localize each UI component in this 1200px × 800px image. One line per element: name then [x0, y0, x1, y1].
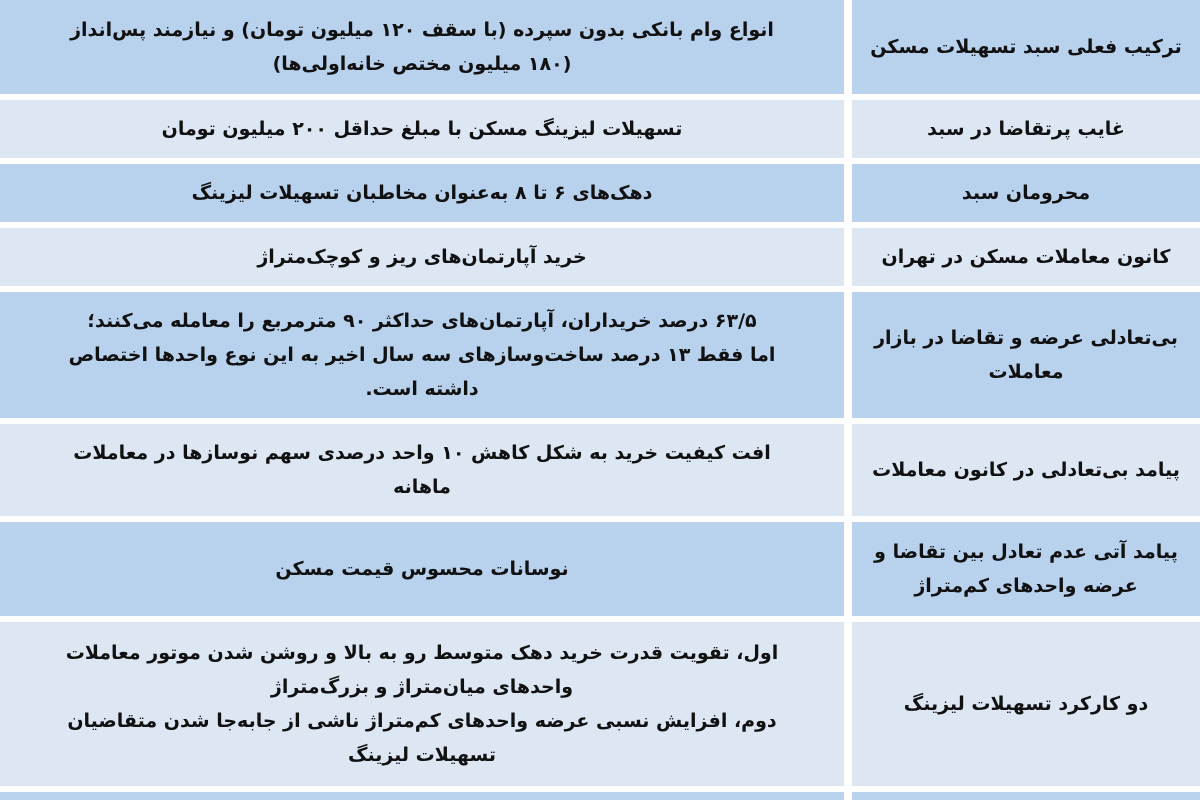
row-value	[0, 292, 844, 418]
row-label: دو کارکرد تسهیلات لیزینگ	[903, 693, 1149, 715]
value-line: دوم، افزایش نسبی عرضه واحدهای کم‌متراژ ناشی از جابه‌جا شدن متقاضیان	[67, 710, 777, 732]
table-row	[0, 292, 1200, 418]
column-divider	[844, 100, 852, 158]
value-line: تسهیلات لیزینگ	[348, 744, 496, 766]
table-row	[0, 622, 1200, 786]
table-row	[0, 424, 1200, 516]
row-value: نوسانات محسوس قیمت مسکن	[275, 558, 569, 580]
row-label: ترکیب فعلی سبد تسهیلات مسکن	[870, 36, 1182, 58]
row-value: خرید آپارتمان‌های ریز و کوچک‌متراژ	[257, 246, 587, 268]
table-row	[0, 0, 1200, 94]
value-line: انواع وام بانکی بدون سپرده (با سقف ۱۲۰ میلیون تومان) و نیازمند پس‌انداز	[70, 19, 774, 41]
row-label: کانون معاملات مسکن در تهران	[881, 246, 1171, 268]
row-label: پیامد بی‌تعادلی در کانون معاملات	[872, 459, 1180, 481]
row-value: تسهیلات لیزینگ مسکن با مبلغ حداقل ۲۰۰ میلیون تومان	[161, 118, 683, 140]
column-divider	[844, 522, 852, 616]
column-divider	[844, 424, 852, 516]
table-row	[0, 164, 1200, 222]
row-label: غایب پرتقاضا در سبد	[927, 118, 1125, 140]
column-divider	[844, 0, 852, 94]
value-line: افت کیفیت خرید به شکل کاهش ۱۰ واحد درصدی سهم نوسازها در معاملات	[73, 442, 771, 464]
value-line: داشته است.	[365, 378, 479, 400]
column-divider	[844, 622, 852, 786]
value-line: اما فقط ۱۳ درصد ساخت‌وسازهای سه سال اخیر به این نوع واحدها اختصاص	[68, 344, 776, 366]
column-divider	[844, 164, 852, 222]
table-row	[0, 228, 1200, 286]
table-row	[0, 100, 1200, 158]
row-value	[0, 424, 844, 516]
column-divider	[844, 292, 852, 418]
column-divider	[844, 228, 852, 286]
row-value: دهک‌های ۶ تا ۸ به‌عنوان مخاطبان تسهیلات لیزینگ	[191, 182, 653, 204]
value-line: واحدهای میان‌متراژ و بزرگ‌متراژ	[270, 676, 574, 698]
value-line: ۶۳/۵ درصد خریداران، آپارتمان‌های حداکثر ۹۰ مترمربع را معامله می‌کنند؛	[87, 310, 757, 332]
value-line: ماهانه	[393, 476, 451, 498]
table-row-partial	[0, 792, 1200, 800]
value-line: (۱۸۰ میلیون مختص خانه‌اولی‌ها)	[272, 53, 572, 75]
row-value	[0, 622, 844, 786]
row-label: پیامد آتی عدم تعادل بین تقاضا و عرضه واحدهای کم‌متراژ	[874, 541, 1178, 597]
column-divider	[844, 792, 852, 800]
row-label: محرومان سبد	[961, 182, 1091, 204]
row-value	[0, 0, 844, 94]
row-label: بی‌تعادلی عرضه و تقاضا در بازار معاملات	[874, 327, 1178, 383]
table-row	[0, 522, 1200, 616]
value-line: اول، تقویت قدرت خرید دهک متوسط رو به بالا و روشن شدن موتور معاملات	[65, 642, 779, 664]
